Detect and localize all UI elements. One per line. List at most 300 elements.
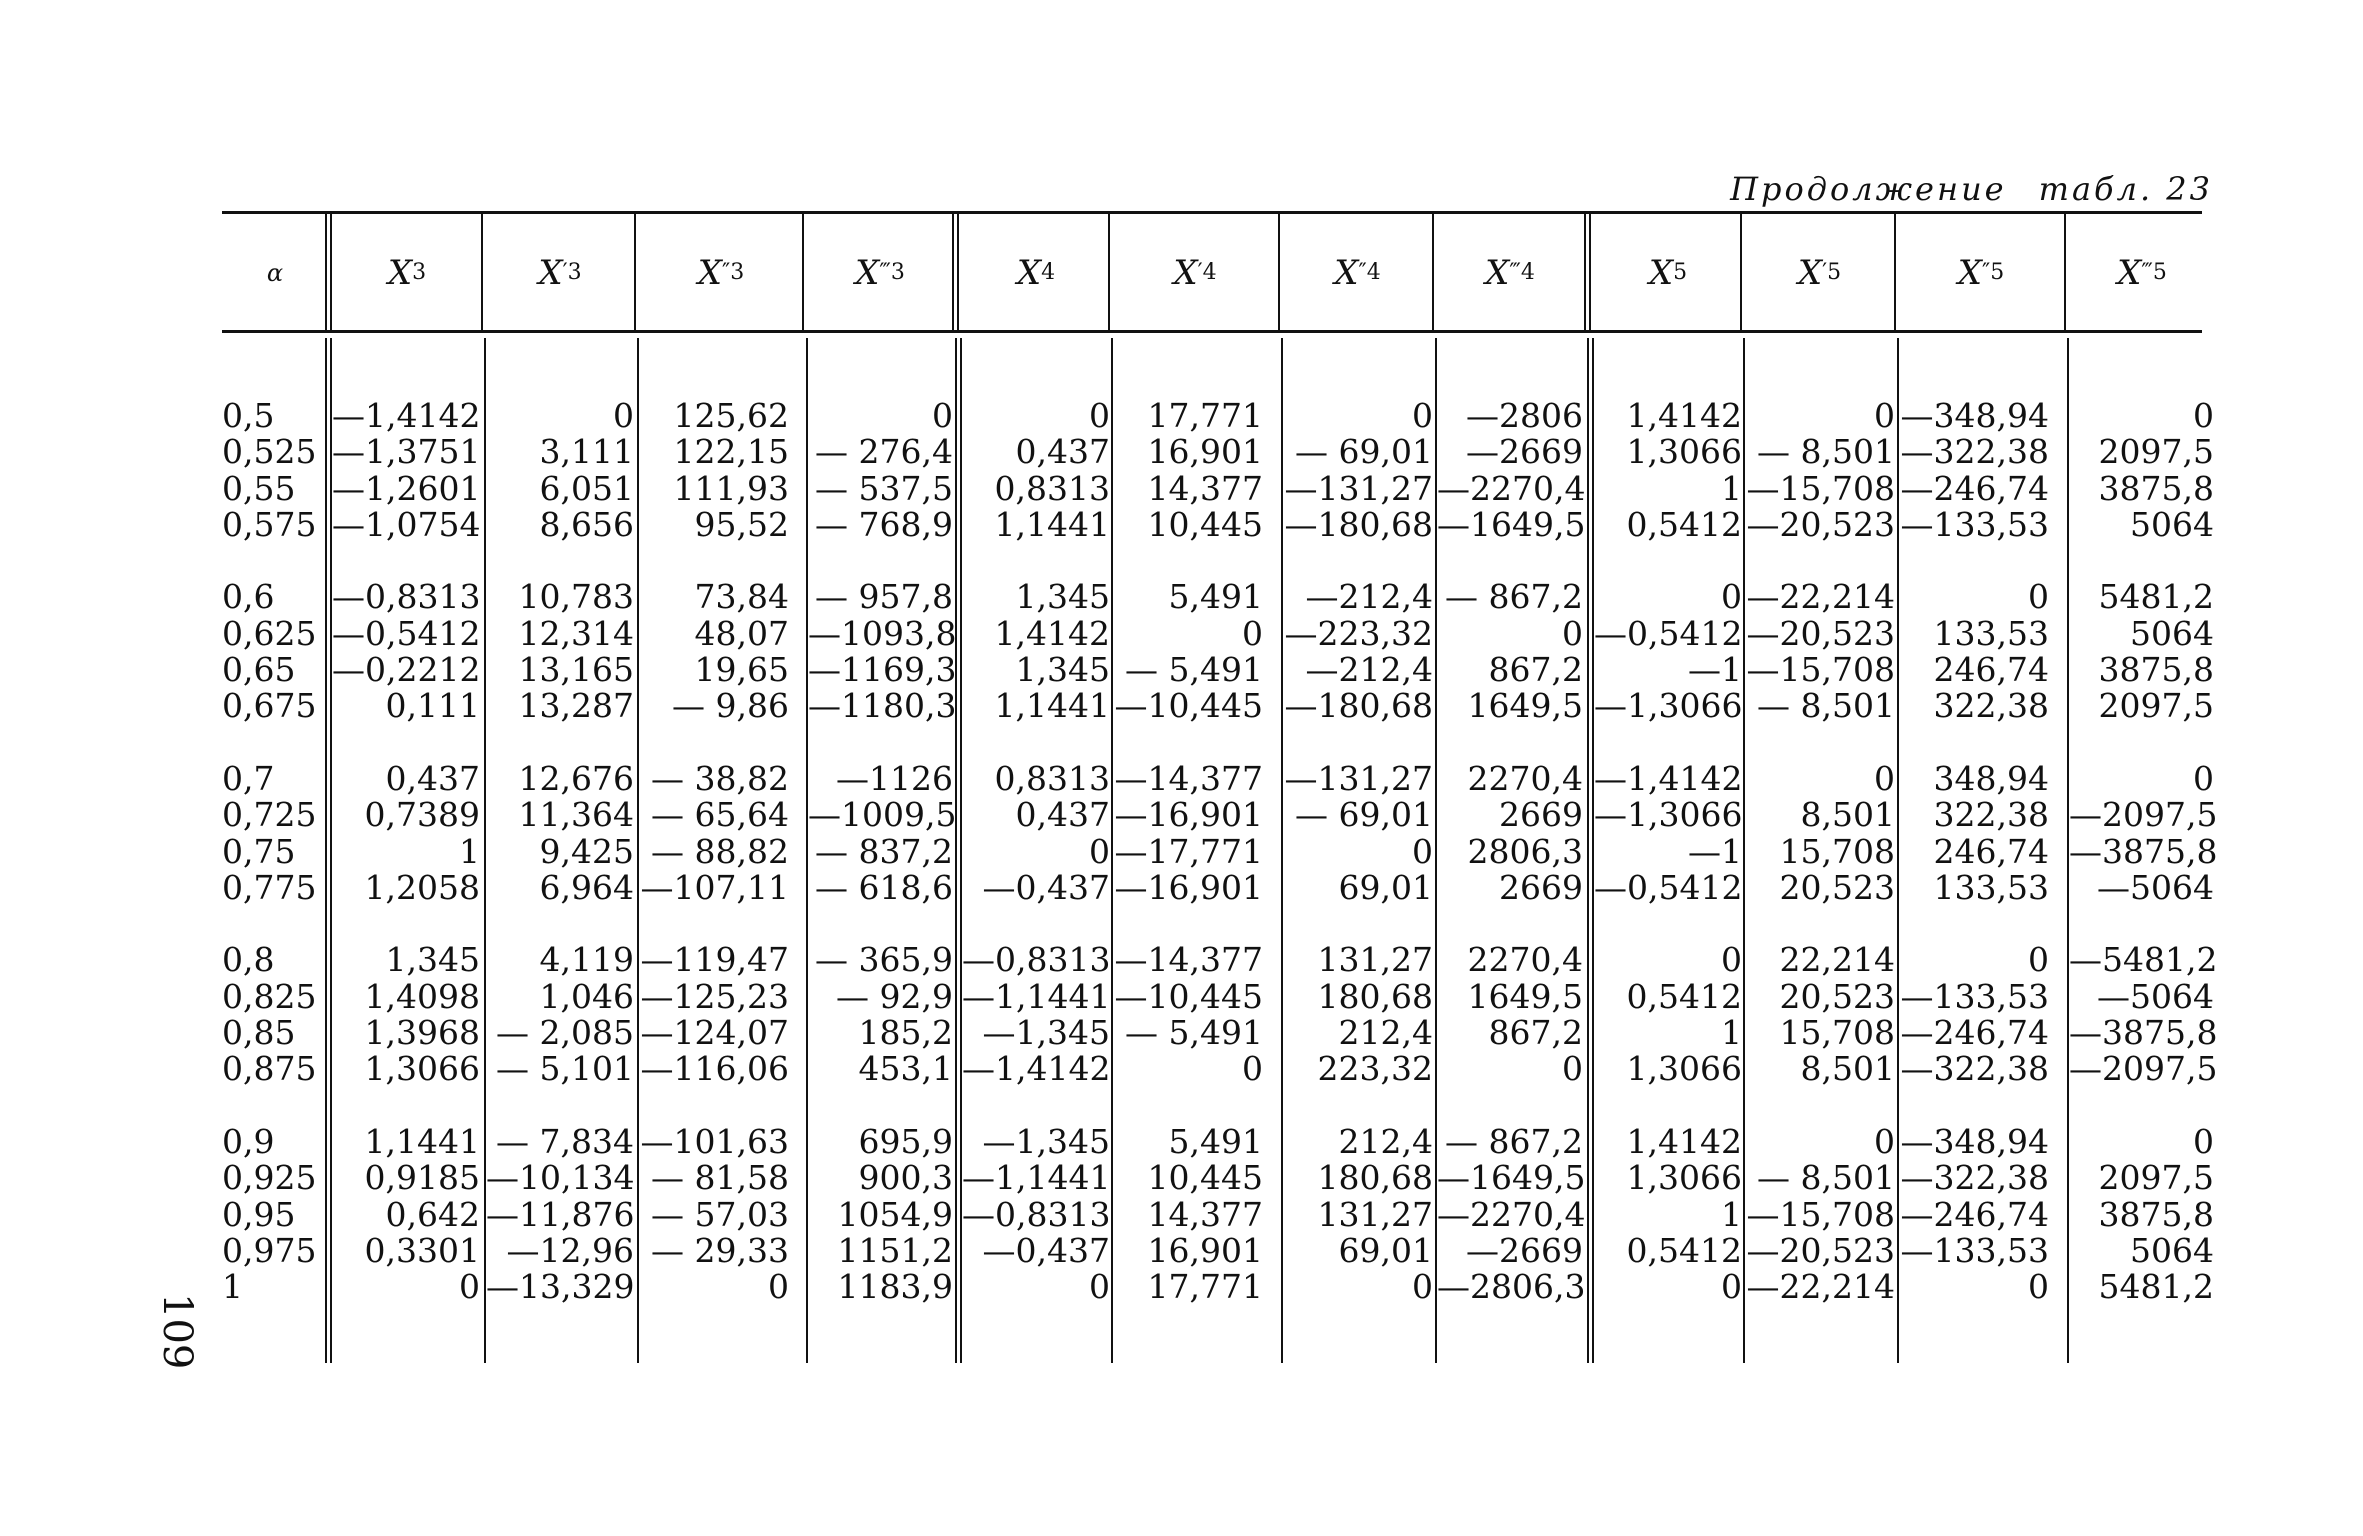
table-cell: —1,1441 — [962, 1158, 1111, 1198]
table-cell: 1,2058 — [364, 867, 480, 907]
column-x4-triple-prime — [1437, 396, 1586, 1307]
group-spacer — [1745, 725, 1895, 761]
table-cell: — 2,085 — [496, 1013, 634, 1053]
group-spacer — [1745, 543, 1895, 579]
column-x3-prime — [486, 398, 634, 1305]
table-cell: 0 — [2193, 758, 2214, 798]
table-cell: —1 — [1688, 831, 1742, 871]
table-cell: —2270,4 — [1437, 1194, 1586, 1234]
table-cell: 0,975 — [222, 1230, 317, 1270]
table-cell: —1,4142 — [332, 396, 481, 435]
group-spacer — [486, 725, 634, 761]
table-cell: 6,964 — [539, 867, 634, 907]
group-spacer — [808, 906, 953, 942]
table-cell: —119,47 — [640, 940, 789, 980]
group-spacer — [1899, 543, 2049, 579]
table-cell: 131,27 — [1317, 1194, 1433, 1234]
header-x3-triple-prime — [806, 215, 954, 330]
table-cell: 20,523 — [1779, 867, 1895, 907]
header-subscript: 3 — [890, 260, 905, 285]
table-cell: —2669 — [1466, 432, 1583, 472]
table-cell: 0 — [1874, 758, 1895, 798]
table-cell: —0,437 — [982, 867, 1110, 907]
table-cell: —1126 — [836, 758, 953, 798]
table-cell: 0 — [1562, 613, 1583, 653]
table-cell: 1,345 — [1015, 650, 1110, 690]
table-cell: —131,27 — [1284, 468, 1433, 508]
table-cell: —1,3066 — [1594, 795, 1743, 835]
group-spacer — [222, 1088, 322, 1124]
table-cell: —10,134 — [486, 1158, 635, 1198]
table-cell: 0 — [1412, 396, 1433, 435]
group-spacer — [486, 1088, 634, 1124]
table-cell: 0,9185 — [364, 1158, 480, 1198]
table-cell: —20,523 — [1746, 504, 1895, 544]
table-cell: —0,8313 — [962, 1194, 1111, 1234]
column-alpha — [222, 398, 322, 1305]
table-cell: — 837,2 — [815, 831, 953, 871]
header-subscript: 4 — [1366, 260, 1381, 285]
table-cell: 453,1 — [858, 1049, 953, 1089]
group-spacer — [222, 543, 322, 579]
header-x5-double-prime — [1897, 215, 2065, 330]
column-x5-double-prime — [1899, 398, 2049, 1305]
table-cell: —0,5412 — [1594, 613, 1743, 653]
table-cell: — 5,101 — [496, 1049, 634, 1089]
table-cell: —1093,8 — [808, 613, 957, 653]
table-cell: 4,119 — [539, 940, 634, 980]
header-subscript: 4 — [1041, 260, 1056, 285]
table-cell: 180,68 — [1317, 1158, 1433, 1198]
table-cell: —3875,8 — [2069, 1013, 2218, 1053]
table-cell: 14,377 — [1147, 468, 1263, 508]
table-cell: 0 — [1242, 1049, 1263, 1089]
group-spacer — [1283, 1088, 1433, 1124]
table-cell: 1,345 — [385, 940, 480, 980]
table-cell: 1,3066 — [1626, 432, 1742, 472]
column-x4 — [962, 398, 1110, 1305]
table-cell: 3875,8 — [2098, 650, 2214, 690]
table-cell: 0 — [932, 396, 953, 435]
table-cell: —5481,2 — [2069, 940, 2218, 980]
table-cell: 19,65 — [694, 650, 789, 690]
header-x4-prime — [1111, 215, 1279, 330]
table-cell: 12,314 — [518, 613, 634, 653]
table-cell: —107,11 — [640, 867, 789, 907]
table-cell: —1,4142 — [1594, 758, 1743, 798]
table-cell: —1180,3 — [808, 686, 957, 726]
table-cell: —133,53 — [1900, 1230, 2049, 1270]
table-cell: 1151,2 — [837, 1230, 953, 1270]
table-cell: —322,38 — [1900, 1158, 2049, 1198]
table-cell: — 957,8 — [815, 577, 953, 617]
table-cell: —10,445 — [1114, 686, 1263, 726]
table-cell: 2806,3 — [1467, 831, 1583, 871]
header-prime: ″ — [1358, 260, 1367, 285]
group-spacer — [332, 1088, 480, 1124]
group-spacer — [1437, 543, 1583, 579]
table-cell: 223,32 — [1317, 1049, 1433, 1089]
table-cell: —2669 — [1466, 1230, 1583, 1270]
table-cell: —1,1441 — [962, 976, 1111, 1016]
table-cell: 0,437 — [1015, 795, 1110, 835]
table-cell: 0,575 — [222, 504, 317, 544]
table-cell: 15,708 — [1779, 831, 1895, 871]
table-cell: 0 — [1721, 577, 1742, 617]
column-x4-double-prime — [1283, 398, 1433, 1305]
group-spacer — [332, 543, 480, 579]
table-cell: 0,6 — [222, 577, 275, 617]
table-cell: 0,5412 — [1626, 976, 1742, 1016]
group-spacer — [1113, 725, 1263, 761]
group-spacer — [808, 543, 953, 579]
group-spacer — [1745, 906, 1895, 942]
table-cell: 20,523 — [1779, 976, 1895, 1016]
table-cell: —180,68 — [1284, 504, 1433, 544]
group-spacer — [1437, 725, 1583, 761]
table-cell: 1183,9 — [837, 1267, 953, 1307]
table-cell: — 8,501 — [1757, 686, 1895, 726]
header-symbol: X — [387, 252, 413, 293]
header-x3 — [332, 215, 482, 330]
table-cell: —1,345 — [982, 1013, 1110, 1053]
header-subscript: 5 — [1990, 260, 2005, 285]
table-cell: —1649,5 — [1437, 1158, 1586, 1198]
table-cell: 48,07 — [694, 613, 789, 653]
table-cell: 2097,5 — [2098, 686, 2214, 726]
table-cell: —16,901 — [1114, 795, 1263, 835]
table-cell: — 65,64 — [651, 795, 789, 835]
table-cell: —2097,5 — [2069, 795, 2218, 835]
table-cell: 0,7 — [222, 758, 275, 798]
table-cell: —1169,3 — [808, 650, 957, 690]
table-cell: — 9,86 — [672, 686, 789, 726]
header-subscript: 5 — [2152, 260, 2167, 285]
table-cell: — 365,9 — [815, 940, 953, 980]
column-x3 — [332, 398, 480, 1305]
table-cell: 5064 — [2130, 504, 2214, 544]
header-symbol: X — [697, 252, 722, 293]
table-cell: — 537,5 — [815, 468, 953, 508]
table-cell: —1,3066 — [1594, 686, 1743, 726]
header-prime: ‴ — [879, 260, 891, 285]
group-spacer — [1283, 906, 1433, 942]
table-cell: — 8,501 — [1757, 432, 1895, 472]
table-cell: 0,8 — [222, 940, 275, 980]
table-cell: 3,111 — [539, 432, 634, 472]
header-subscript: 3 — [730, 260, 745, 285]
table-cell: 15,708 — [1779, 1013, 1895, 1053]
table-cell: 0 — [1089, 396, 1110, 435]
table-cell: —1,0754 — [332, 504, 481, 544]
group-spacer — [639, 543, 789, 579]
group-spacer — [1283, 725, 1433, 761]
table-cell: —16,901 — [1114, 867, 1263, 907]
caption-prefix: Продолжение — [1730, 170, 2007, 208]
table-cell: —133,53 — [1900, 504, 2049, 544]
group-spacer — [2069, 725, 2214, 761]
table-cell: — 69,01 — [1295, 432, 1433, 472]
table-cell: 1,3066 — [364, 1049, 480, 1089]
table-cell: 180,68 — [1317, 976, 1433, 1016]
table-cell: 133,53 — [1933, 613, 2049, 653]
table-cell: 2270,4 — [1467, 940, 1583, 980]
group-spacer — [1113, 906, 1263, 942]
table-cell: 17,771 — [1147, 396, 1263, 435]
table-cell: 0,65 — [222, 650, 296, 690]
group-spacer — [1745, 1088, 1895, 1124]
header-alpha-label: α — [266, 258, 284, 287]
table-cell: 348,94 — [1933, 758, 2049, 798]
table-cell: 246,74 — [1933, 831, 2049, 871]
table-cell: —1,345 — [982, 1121, 1110, 1161]
table-cell: 0 — [2193, 396, 2214, 435]
header-x5 — [1594, 215, 1742, 330]
header-subscript: 3 — [412, 260, 427, 285]
column-x3-triple-prime — [808, 396, 957, 1307]
header-subscript: 4 — [1202, 260, 1217, 285]
group-spacer — [639, 906, 789, 942]
table-cell: 1,3066 — [1626, 1049, 1742, 1089]
table-cell: 1649,5 — [1467, 686, 1583, 726]
table-cell: 0 — [1874, 1121, 1895, 1161]
table-cell: 0,9 — [222, 1121, 275, 1161]
table-cell: — 69,01 — [1295, 795, 1433, 835]
table-cell: 0 — [2028, 1267, 2049, 1307]
table-cell: —124,07 — [640, 1013, 789, 1053]
column-x5 — [1594, 398, 1742, 1305]
group-spacer — [2069, 1088, 2214, 1124]
table-cell: 0,625 — [222, 613, 317, 653]
group-spacer — [2069, 543, 2214, 579]
table-cell: 867,2 — [1488, 650, 1583, 690]
table-cell: — 92,9 — [836, 976, 953, 1016]
header-x5-triple-prime — [2067, 215, 2217, 330]
column-x5-prime — [1745, 398, 1895, 1305]
table-cell: 0 — [1089, 1267, 1110, 1307]
table-cell: 1,1441 — [994, 504, 1110, 544]
table-cell: — 8,501 — [1757, 1158, 1895, 1198]
table-cell: 5481,2 — [2098, 577, 2214, 617]
table-cell: 0,8313 — [994, 468, 1110, 508]
table-cell: — 5,491 — [1125, 650, 1263, 690]
table-cell: 8,501 — [1800, 1049, 1895, 1089]
group-spacer — [332, 725, 480, 761]
table-cell: 2270,4 — [1467, 758, 1583, 798]
table-cell: 3875,8 — [2098, 1194, 2214, 1234]
header-divider — [1584, 214, 1591, 330]
table-cell: —11,876 — [486, 1194, 635, 1234]
table-cell: —212,4 — [1305, 577, 1433, 617]
group-spacer — [962, 1088, 1110, 1124]
table-cell: —125,23 — [640, 976, 789, 1016]
group-spacer — [1594, 1088, 1742, 1124]
table-cell: —0,8313 — [332, 577, 481, 617]
table-cell: 1 — [1721, 1013, 1742, 1053]
table-cell: 0,875 — [222, 1049, 317, 1089]
table-cell: 0,85 — [222, 1013, 296, 1053]
group-spacer — [1437, 1088, 1583, 1124]
table-cell: —5064 — [2097, 976, 2214, 1016]
column-x4-prime — [1113, 398, 1263, 1305]
header-symbol: X — [855, 252, 880, 293]
table-cell: —0,2212 — [332, 650, 481, 690]
table-cell: 0,925 — [222, 1158, 317, 1198]
table-cell: —322,38 — [1900, 432, 2049, 472]
table-cell: 10,445 — [1147, 504, 1263, 544]
table-cell: 17,771 — [1147, 1267, 1263, 1307]
table-cell: 2097,5 — [2098, 432, 2214, 472]
table-cell: 5064 — [2130, 1230, 2214, 1270]
group-spacer — [639, 725, 789, 761]
column-x5-triple-prime — [2069, 396, 2218, 1307]
top-rule — [222, 211, 2202, 214]
header-subscript: 4 — [1520, 260, 1535, 285]
table-cell: —10,445 — [1114, 976, 1263, 1016]
table-cell: 0,55 — [222, 468, 296, 508]
table-cell: 212,4 — [1338, 1121, 1433, 1161]
header-prime: ″ — [1982, 260, 1991, 285]
group-spacer — [1113, 543, 1263, 579]
table-cell: 11,364 — [518, 795, 634, 835]
header-symbol: X — [1016, 252, 1042, 293]
header-alpha — [225, 215, 325, 330]
table-cell: —1,4142 — [962, 1049, 1111, 1089]
table-cell: —0,5412 — [332, 613, 481, 653]
table-cell: 0,3301 — [364, 1230, 480, 1270]
table-cell: —131,27 — [1284, 758, 1433, 798]
table-cell: 0,725 — [222, 795, 317, 835]
group-spacer — [486, 543, 634, 579]
table-cell: 1,1441 — [364, 1121, 480, 1161]
table-cell: — 867,2 — [1445, 577, 1583, 617]
table-cell: — 5,491 — [1125, 1013, 1263, 1053]
table-cell: —1,3751 — [332, 432, 481, 472]
table-cell: 0,95 — [222, 1194, 296, 1234]
table-cell: 0,8313 — [994, 758, 1110, 798]
header-symbol: X — [1957, 252, 1982, 293]
group-spacer — [222, 725, 322, 761]
table-cell: 0,5 — [222, 396, 275, 435]
table-cell: —13,329 — [486, 1267, 635, 1307]
group-spacer — [1113, 1088, 1263, 1124]
table-cell: 1,3968 — [364, 1013, 480, 1053]
table-cell: 1 — [459, 831, 480, 871]
header-subscript: 5 — [1827, 260, 1842, 285]
table-cell: 0 — [1721, 940, 1742, 980]
group-spacer — [1899, 1088, 2049, 1124]
table-cell: —5064 — [2097, 867, 2214, 907]
table-cell: 5,491 — [1168, 577, 1263, 617]
group-spacer — [962, 906, 1110, 942]
group-spacer — [1899, 906, 2049, 942]
table-cell: 0,775 — [222, 867, 317, 907]
column-divider — [955, 338, 962, 1363]
group-spacer — [486, 906, 634, 942]
table-cell: — 88,82 — [651, 831, 789, 871]
table-cell: —20,523 — [1746, 613, 1895, 653]
table-cell: 1,1441 — [994, 686, 1110, 726]
table-cell: 10,783 — [518, 577, 634, 617]
table-cell: 0,5412 — [1626, 504, 1742, 544]
table-cell: 5481,2 — [2098, 1267, 2214, 1307]
table-cell: 0 — [459, 1267, 480, 1307]
group-spacer — [1437, 906, 1583, 942]
group-spacer — [1594, 543, 1742, 579]
table-cell: 5,491 — [1168, 1121, 1263, 1161]
table-cell: 22,214 — [1779, 940, 1895, 980]
table-cell: —348,94 — [1900, 396, 2049, 435]
table-cell: 246,74 — [1933, 650, 2049, 690]
table-cell: 0 — [2028, 577, 2049, 617]
table-cell: —14,377 — [1114, 940, 1263, 980]
table-cell: —1649,5 — [1437, 504, 1586, 544]
group-spacer — [639, 1088, 789, 1124]
table-cell: 122,15 — [673, 432, 789, 472]
table-cell: 6,051 — [539, 468, 634, 508]
header-divider — [325, 214, 332, 330]
group-spacer — [962, 725, 1110, 761]
header-x3-prime — [484, 215, 636, 330]
table-cell: 0 — [1721, 1267, 1742, 1307]
table-cell: 9,425 — [539, 831, 634, 871]
table-cell: 0,75 — [222, 831, 296, 871]
table-cell: —2097,5 — [2069, 1049, 2218, 1089]
table-cell: —101,63 — [640, 1121, 789, 1161]
table-cell: 0 — [1089, 831, 1110, 871]
table-cell: —1 — [1688, 650, 1742, 690]
table-cell: 69,01 — [1338, 867, 1433, 907]
header-x3-double-prime — [637, 215, 805, 330]
table-cell: — 768,9 — [815, 504, 953, 544]
table-cell: 69,01 — [1338, 1230, 1433, 1270]
header-symbol: X — [1334, 252, 1359, 293]
table-cell: —348,94 — [1900, 1121, 2049, 1161]
table-cell: 867,2 — [1488, 1013, 1583, 1053]
table-cell: — 276,4 — [815, 432, 953, 472]
table-cell: 12,676 — [518, 758, 634, 798]
table-cell: —12,96 — [506, 1230, 634, 1270]
header-x4-triple-prime — [1435, 215, 1585, 330]
table-cell: 212,4 — [1338, 1013, 1433, 1053]
table-cell: 0 — [2028, 940, 2049, 980]
table-cell: 3875,8 — [2098, 468, 2214, 508]
table-cell: 0,825 — [222, 976, 317, 1016]
table-cell: —246,74 — [1900, 1013, 2049, 1053]
table-cell: — 7,834 — [496, 1121, 634, 1161]
caption-label: табл. 23 — [2038, 170, 2213, 208]
table-cell: 0,675 — [222, 686, 317, 726]
header-prime: ′ — [1822, 260, 1828, 285]
table-cell: 1,4098 — [364, 976, 480, 1016]
table-cell: — 81,58 — [651, 1158, 789, 1198]
group-spacer — [332, 906, 480, 942]
column-x3-double-prime — [639, 398, 789, 1305]
group-spacer — [2069, 906, 2214, 942]
column-divider — [325, 338, 332, 1363]
table-cell: 1 — [1721, 468, 1742, 508]
table-cell: 1 — [222, 1267, 243, 1307]
table-cell: —223,32 — [1284, 613, 1433, 653]
table-cell: 900,3 — [858, 1158, 953, 1198]
table-cell: — 57,03 — [651, 1194, 789, 1234]
table-cell: 1054,9 — [837, 1194, 953, 1234]
group-spacer — [1594, 725, 1742, 761]
header-prime: ′ — [562, 260, 568, 285]
table-cell: 1649,5 — [1467, 976, 1583, 1016]
group-spacer — [808, 1088, 953, 1124]
table-cell: 0 — [2193, 1121, 2214, 1161]
